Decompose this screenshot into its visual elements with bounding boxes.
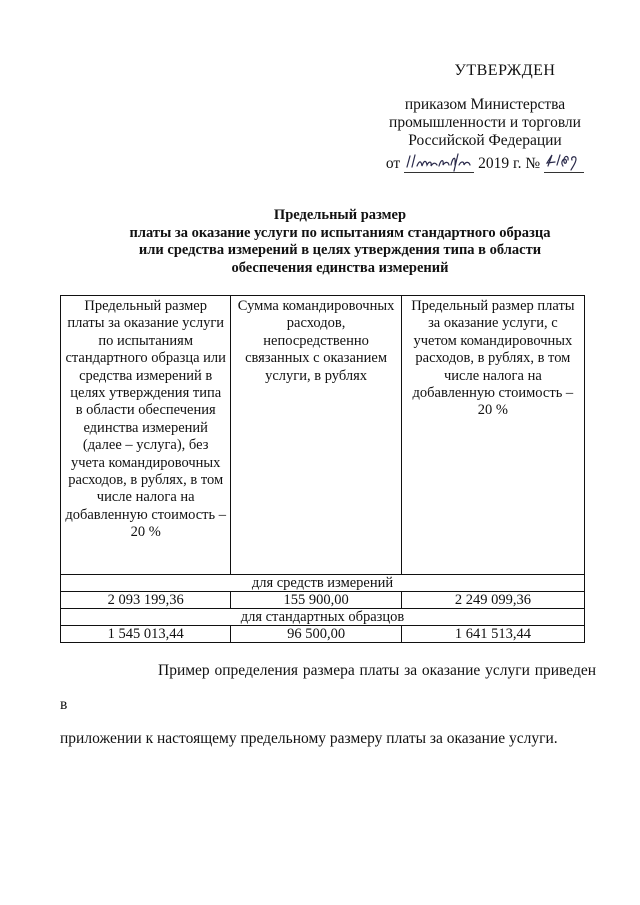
- fee-table: [60, 295, 585, 643]
- cell-total-fee: 2 249 099,36: [401, 592, 584, 609]
- handwritten-number: [544, 150, 584, 173]
- title-line-2: платы за оказание услуги по испытаниям стандартного образца: [129, 224, 551, 241]
- header-total-fee: Предельный размер платы за оказание услуги, с учетом командировочных расходов, в рублях, в том числе налога на добавленную стоимость – 20 %: [401, 296, 584, 575]
- header-travel-expenses: Сумма командировочных расходов, непосредственно связанных с оказанием услуги, в рублях: [231, 296, 401, 575]
- paragraph-line-2: приложении к настоящему предельному размеру платы за оказание услуги.: [60, 730, 558, 747]
- section-label: для средств измерений: [61, 575, 585, 592]
- header-base-fee: Предельный размер платы за оказание услуги по испытаниям стандартного образца или средства измерений в целях утверждения типа в области обеспечения единства измерений (далее – услуга), без учета командировочных расходов, в рублях, в том числе налога на добавленную стоимость – 20 %: [61, 296, 231, 575]
- approval-date-line: [380, 150, 590, 173]
- section-row-reference-materials: [61, 609, 585, 626]
- cell-base-fee: 1 545 013,44: [61, 626, 231, 643]
- section-label: для стандартных образцов: [61, 609, 585, 626]
- cell-travel-expenses: 96 500,00: [231, 626, 401, 643]
- handwritten-date: [404, 150, 474, 173]
- handwritten-number-signature: [544, 150, 584, 172]
- cell-travel-expenses: 155 900,00: [231, 592, 401, 609]
- cell-base-fee: 2 093 199,36: [61, 592, 231, 609]
- approval-line-2: промышленности и торговли: [389, 114, 581, 131]
- table-header-row: [61, 296, 585, 575]
- paragraph-line-1: Пример определения размера платы за оказание услуги приведен в: [60, 662, 596, 713]
- approval-line-3: Российской Федерации: [408, 132, 562, 149]
- explanation-paragraph: [60, 654, 596, 756]
- cell-total-fee: 1 641 513,44: [401, 626, 584, 643]
- table-row: [61, 592, 585, 609]
- title-line-1: Предельный размер: [273, 207, 407, 223]
- section-row-measuring-instruments: [61, 575, 585, 592]
- title-line-3: или средства измерений в целях утверждения типа в области: [138, 242, 542, 258]
- date-year: 2019 г. №: [478, 155, 541, 172]
- approval-block: [380, 62, 590, 173]
- date-prefix: от: [385, 155, 401, 172]
- title-line-4: обеспечения единства измерений: [231, 259, 449, 276]
- approval-line-1: приказом Министерства: [404, 96, 566, 113]
- approval-heading: УТВЕРЖДЕН: [454, 62, 556, 79]
- document-title: [80, 207, 600, 277]
- table-row: [61, 626, 585, 643]
- handwritten-date-signature: [404, 150, 474, 172]
